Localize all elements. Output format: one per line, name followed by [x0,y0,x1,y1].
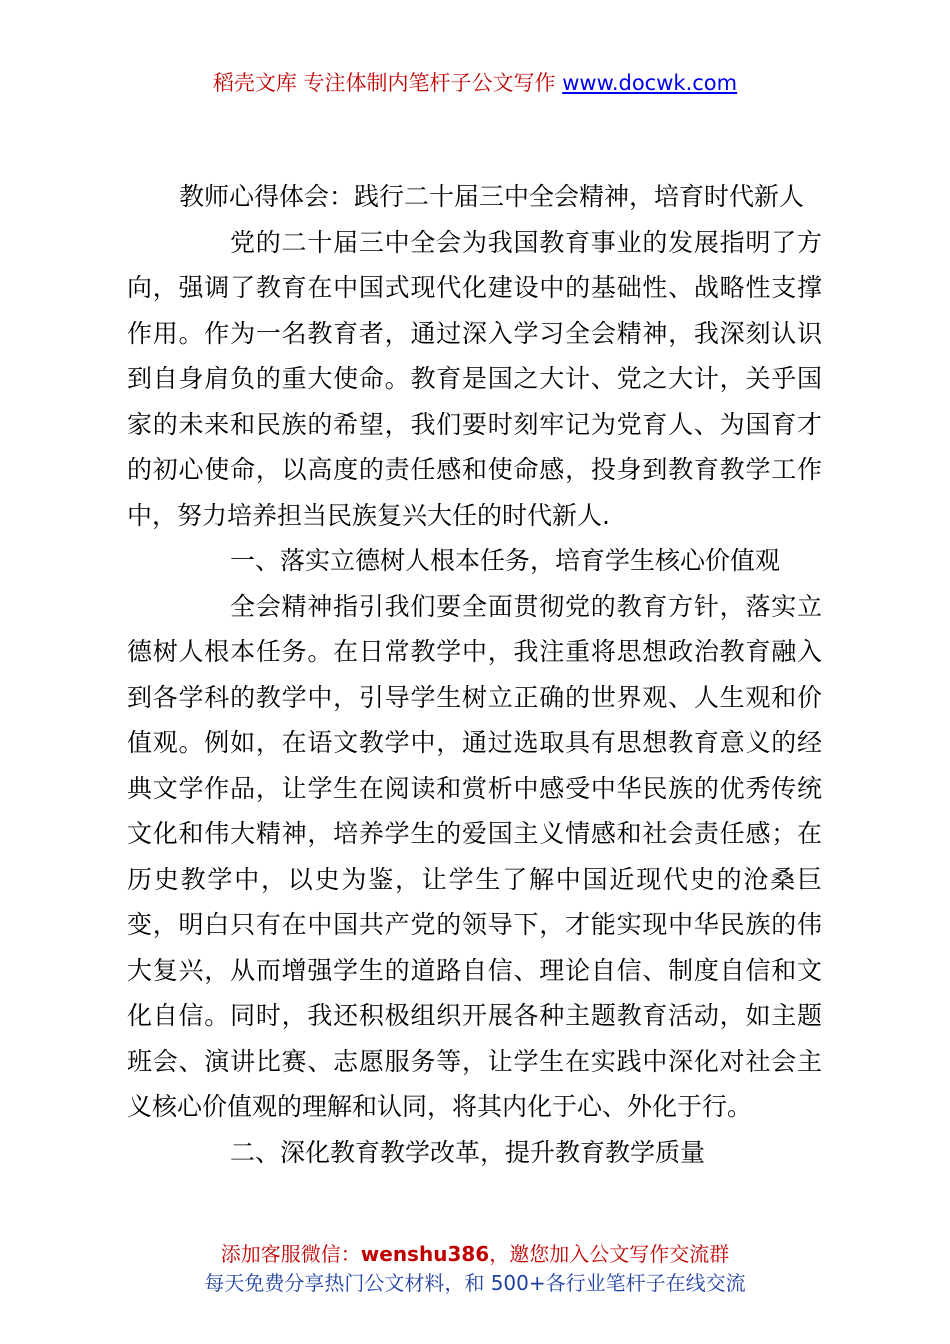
document-body [127,174,822,1175]
wechat-id: wenshu386 [360,1242,490,1266]
page-footer [0,1240,950,1298]
section-heading-2: 二、深化教育教学改革，提升教育教学质量 [230,1137,706,1167]
page-header [0,68,950,98]
paragraph-section-1: 全会精神指引我们要全面贯彻党的教育方针，落实立德树人根本任务。在日常教学中，我注重将思想政治教育融入到各学科的教学中，引导学生树立正确的世界观、人生观和价值观。例如，在语文教学中，通过选取具有思想教育意义的经典文学作品，让学生在阅读和赏析中感受中华民族的优秀传统文化和伟大精神，培养学生的爱国主义情感和社会责任感；在历史教学中，以史为鉴，让学生了解中国近现代史的沧桑巨变，明白只有在中国共产党的领导下，才能实现中华民族的伟大复兴，从而增强学生的道路自信、理论自信、制度自信和文化自信。同时，我还积极组织开展各种主题教育活动，如主题班会、演讲比赛、志愿服务等，让学生在实践中深化对社会主义核心价值观的理解和认同，将其内化于心、外化于行。 [127,591,822,1121]
footer-contact-suffix: ，邀您加入公文写作交流群 [489,1242,730,1266]
footer-contact-line [0,1240,950,1269]
footer-promo-line: 每天免费分享热门公文材料，和 500+各行业笔杆子在线交流 [204,1271,746,1295]
section-heading-1: 一、落实立德树人根本任务，培育学生核心价值观 [230,546,781,575]
website-link[interactable]: www.docwk.com [562,71,738,95]
paragraph-intro: 党的二十届三中全会为我国教育事业的发展指明了方向，强调了教育在中国式现代化建设中的基础性、战略性支撑作用。作为一名教育者，通过深入学习全会精神，我深刻认识到自身肩负的重大使命。教育是国之大计、党之大计，关乎国家的未来和民族的希望，我们要时刻牢记为党育人、为国育才的初心使命，以高度的责任感和使命感，投身到教育教学工作中，努力培养担当民族复兴大任的时代新人. [127,227,822,530]
document-title: 教师心得体会：践行二十届三中全会精神，培育时代新人 [179,182,805,211]
header-slogan: 稻壳文库 专注体制内笔杆子公文写作 [212,71,563,95]
footer-contact-prefix: 添加客服微信： [220,1242,361,1266]
